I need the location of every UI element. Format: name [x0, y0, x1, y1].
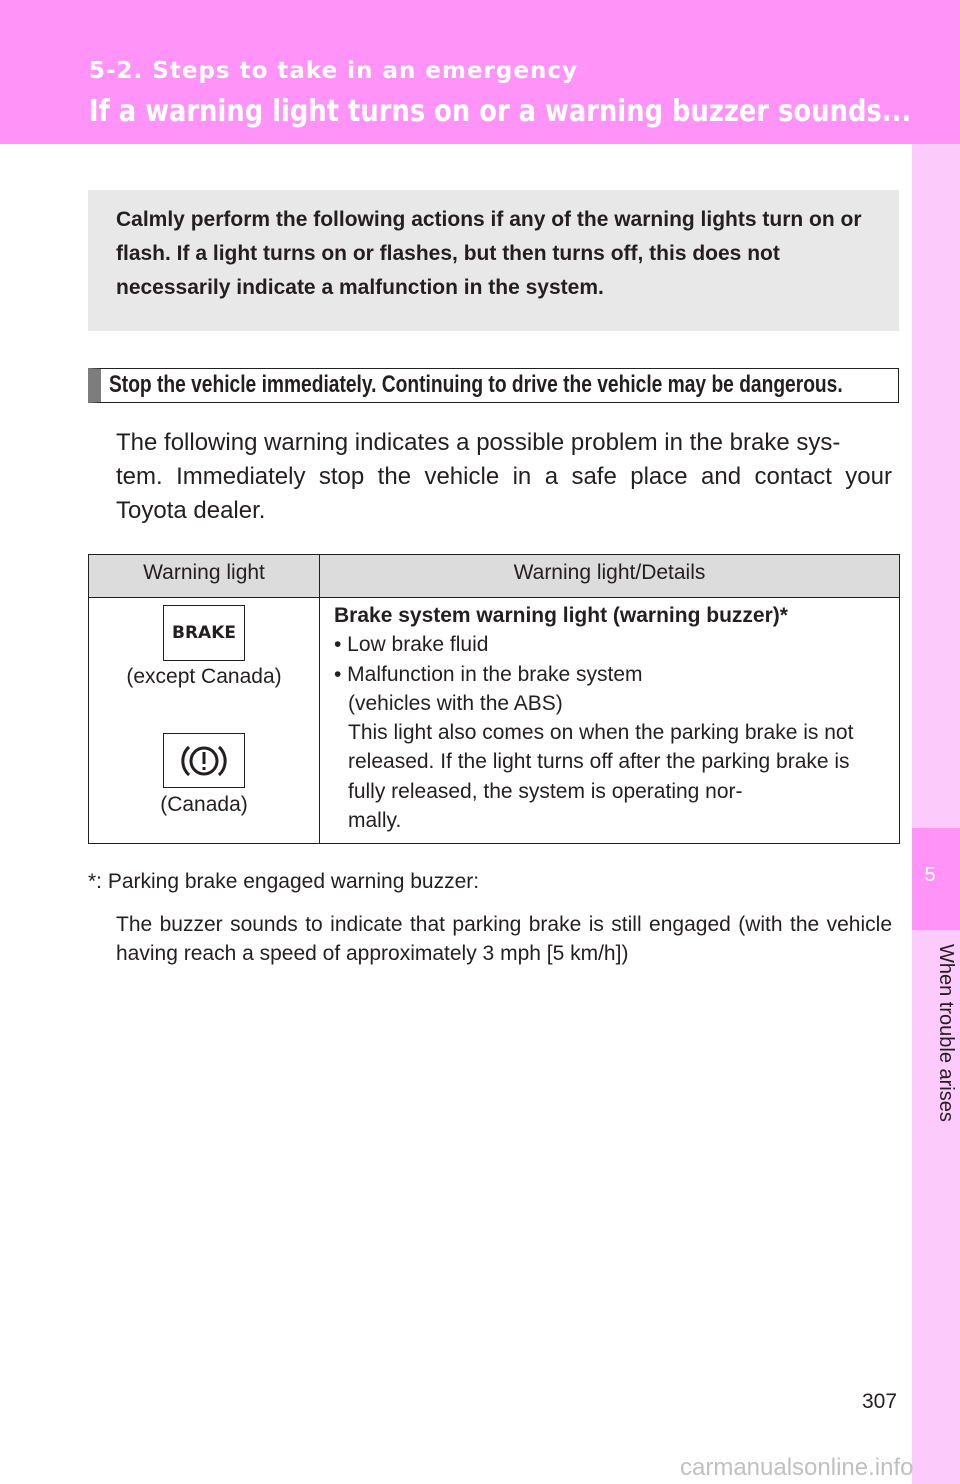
footnote-title: *: Parking brake engaged warning buzzer: — [88, 870, 480, 893]
chapter-side-strip — [912, 144, 960, 1484]
page-number: 307 — [862, 1390, 898, 1413]
label-except-canada: (except Canada) — [126, 665, 282, 688]
table-header-warning-light: Warning light — [143, 561, 265, 584]
table-header-row — [89, 555, 899, 598]
footnote-text: The buzzer sounds to indicate that parking brake is still engaged (with the vehicle having reach a speed of approximately 3 mph [5 km/h]) — [116, 913, 892, 965]
detail-title: Brake system warning light (warning buzzer)* — [334, 604, 788, 627]
table-header-details: Warning light/Details — [513, 561, 706, 584]
watermark: carmanualsonline.info — [680, 1454, 914, 1481]
table-column-divider — [319, 555, 320, 843]
detail-bullet-malfunction: • Malfunction in the brake system — [334, 662, 643, 686]
stop-heading: Stop the vehicle immediately. Continuing to drive the vehicle may be dangerous. — [109, 371, 843, 398]
intro-box — [88, 190, 899, 331]
detail-bullet-low-fluid: • Low brake fluid — [334, 633, 489, 657]
detail-bullet-abs: (vehicles with the ABS) — [348, 691, 563, 715]
brake-circle-exclamation-icon — [163, 733, 245, 788]
page-header — [0, 0, 960, 144]
warning-light-table — [88, 554, 900, 844]
warning-details — [334, 601, 890, 835]
brake-intro-paragraph: The following warning indicates a possible problem in the brake sys- tem. Immediately stop the vehicle in a safe place and contact your Toyota dealer. — [116, 429, 892, 524]
intro-text: Calmly perform the following actions if any of the warning lights turn on or flash. If a light turns on or flashes, but then turns off, this does not necessarily indicate a malfunction in the system. — [116, 208, 862, 299]
brake-warning-icon: BRAKE — [163, 605, 245, 661]
label-canada: (Canada) — [160, 793, 248, 816]
detail-note: This light also comes on when the parking brake is not released. If the light turns off after the parking brake is fully released, the system is operating nor- mally. — [348, 721, 854, 833]
page-title: If a warning light turns on or a warning buzzer sounds... — [89, 94, 912, 129]
section-label: 5-2. Steps to take in an emergency — [89, 58, 578, 84]
stop-heading-bar — [88, 368, 899, 403]
chapter-title: When trouble arises — [935, 944, 957, 1122]
chapter-number: 5 — [924, 864, 936, 886]
